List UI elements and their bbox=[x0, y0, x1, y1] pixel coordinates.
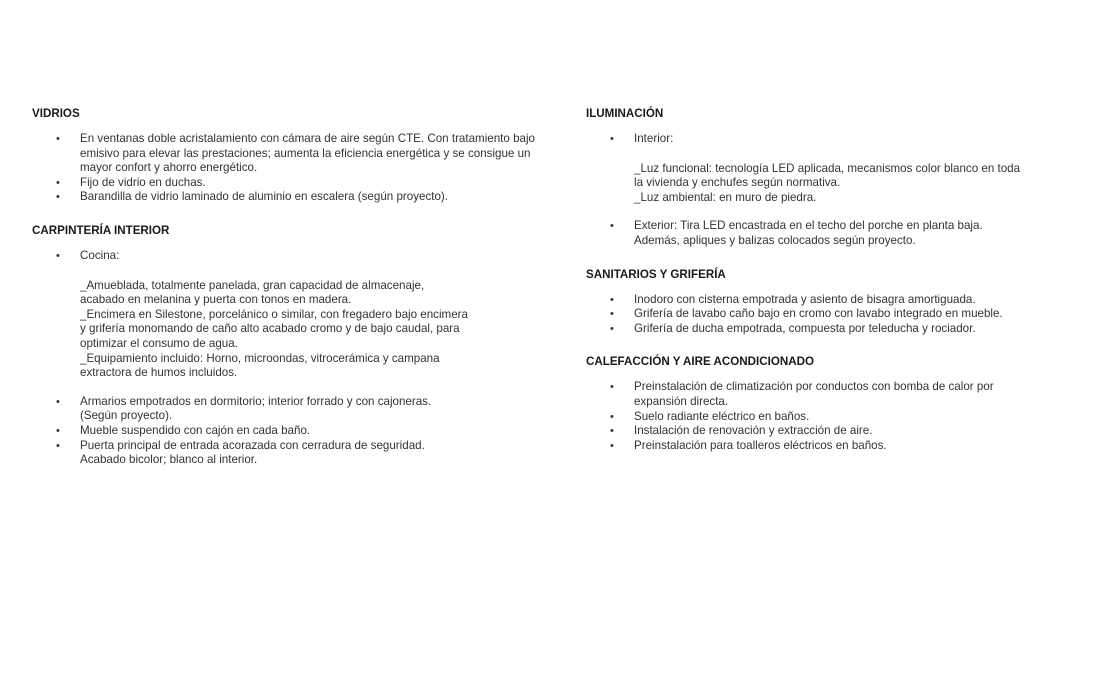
section-iluminacion bbox=[586, 107, 1101, 249]
list-item: • Barandilla de vidrio laminado de aluminio en escalera (según proyecto). bbox=[32, 190, 552, 205]
list-item: • Preinstalación para toalleros eléctricos en baños. bbox=[586, 439, 1101, 454]
list-item: • Suelo radiante eléctrico en baños. bbox=[586, 410, 1101, 425]
heading-sanitarios: SANITARIOS Y GRIFERÍA bbox=[586, 267, 726, 281]
section-carpinteria bbox=[32, 224, 552, 468]
list-item-interior bbox=[586, 132, 1101, 205]
list-item: • Puerta principal de entrada acorazada con cerradura de seguridad. Acabado bicolor; blanco al interior. bbox=[32, 439, 552, 468]
cocina-label: Cocina: bbox=[80, 248, 120, 262]
list-item: • Grifería de ducha empotrada, compuesta por teleducha y rociador. bbox=[586, 322, 1101, 337]
section-calefaccion bbox=[586, 355, 1101, 453]
list-item: • Inodoro con cisterna empotrada y asiento de bisagra amortiguada. bbox=[586, 293, 1101, 308]
list-item: • Fijo de vidrio en duchas. bbox=[32, 176, 552, 191]
cocina-detail: _Amueblada, totalmente panelada, gran capacidad de almacenaje, acabado en melanina y puerta con tonos en madera. _Encimera en Silestone, porcelánico o similar, con fregadero bajo encimera y grifería monomando de caño alto acabado cromo y de bajo caudal, para optimizar el consumo de agua. _Equipamiento incluido: Horno, microondas, vitrocerámica y campana extractora de humos incluidos. bbox=[80, 278, 468, 380]
heading-calefaccion: CALEFACCIÓN Y AIRE ACONDICIONADO bbox=[586, 355, 815, 369]
list-item-cocina bbox=[32, 249, 552, 381]
calefaccion-list bbox=[586, 380, 1101, 453]
list-item-exterior: • Exterior: Tira LED encastrada en el techo del porche en planta baja. Además, apliques y balizas colocados según proyecto. bbox=[586, 219, 1101, 248]
list-item: • Instalación de renovación y extracción de aire. bbox=[586, 424, 1101, 439]
iluminacion-list bbox=[586, 132, 1101, 249]
list-item: • Grifería de lavabo caño bajo en cromo con lavabo integrado en mueble. bbox=[586, 307, 1101, 322]
carpinteria-list bbox=[32, 249, 552, 468]
section-vidrios bbox=[32, 107, 552, 205]
section-sanitarios bbox=[586, 268, 1101, 337]
sanitarios-list bbox=[586, 293, 1101, 337]
interior-detail: _Luz funcional: tecnología LED aplicada, mecanismos color blanco en toda la vivienda y enchufes según normativa. _Luz ambiental: en muro de piedra. bbox=[634, 161, 1021, 204]
list-item: • Armarios empotrados en dormitorio; interior forrado y con cajoneras. (Según proyecto). bbox=[32, 395, 552, 424]
heading-carpinteria: CARPINTERÍA INTERIOR bbox=[32, 223, 170, 237]
vidrios-list bbox=[32, 132, 552, 205]
left-column bbox=[32, 107, 552, 487]
right-column bbox=[586, 107, 1101, 472]
list-item: • En ventanas doble acristalamiento con cámara de aire según CTE. Con tratamiento bajo emisivo para elevar las prestaciones; aumenta la eficiencia energética y se consigue un mayor confort y ahorro energético. bbox=[32, 132, 552, 176]
list-item: • Preinstalación de climatización por conductos con bomba de calor por expansión directa. bbox=[586, 380, 1101, 409]
heading-vidrios: VIDRIOS bbox=[32, 107, 80, 120]
interior-label: Interior: bbox=[634, 132, 674, 145]
list-item: • Mueble suspendido con cajón en cada baño. bbox=[32, 424, 552, 439]
heading-iluminacion: ILUMINACIÓN bbox=[586, 107, 664, 120]
